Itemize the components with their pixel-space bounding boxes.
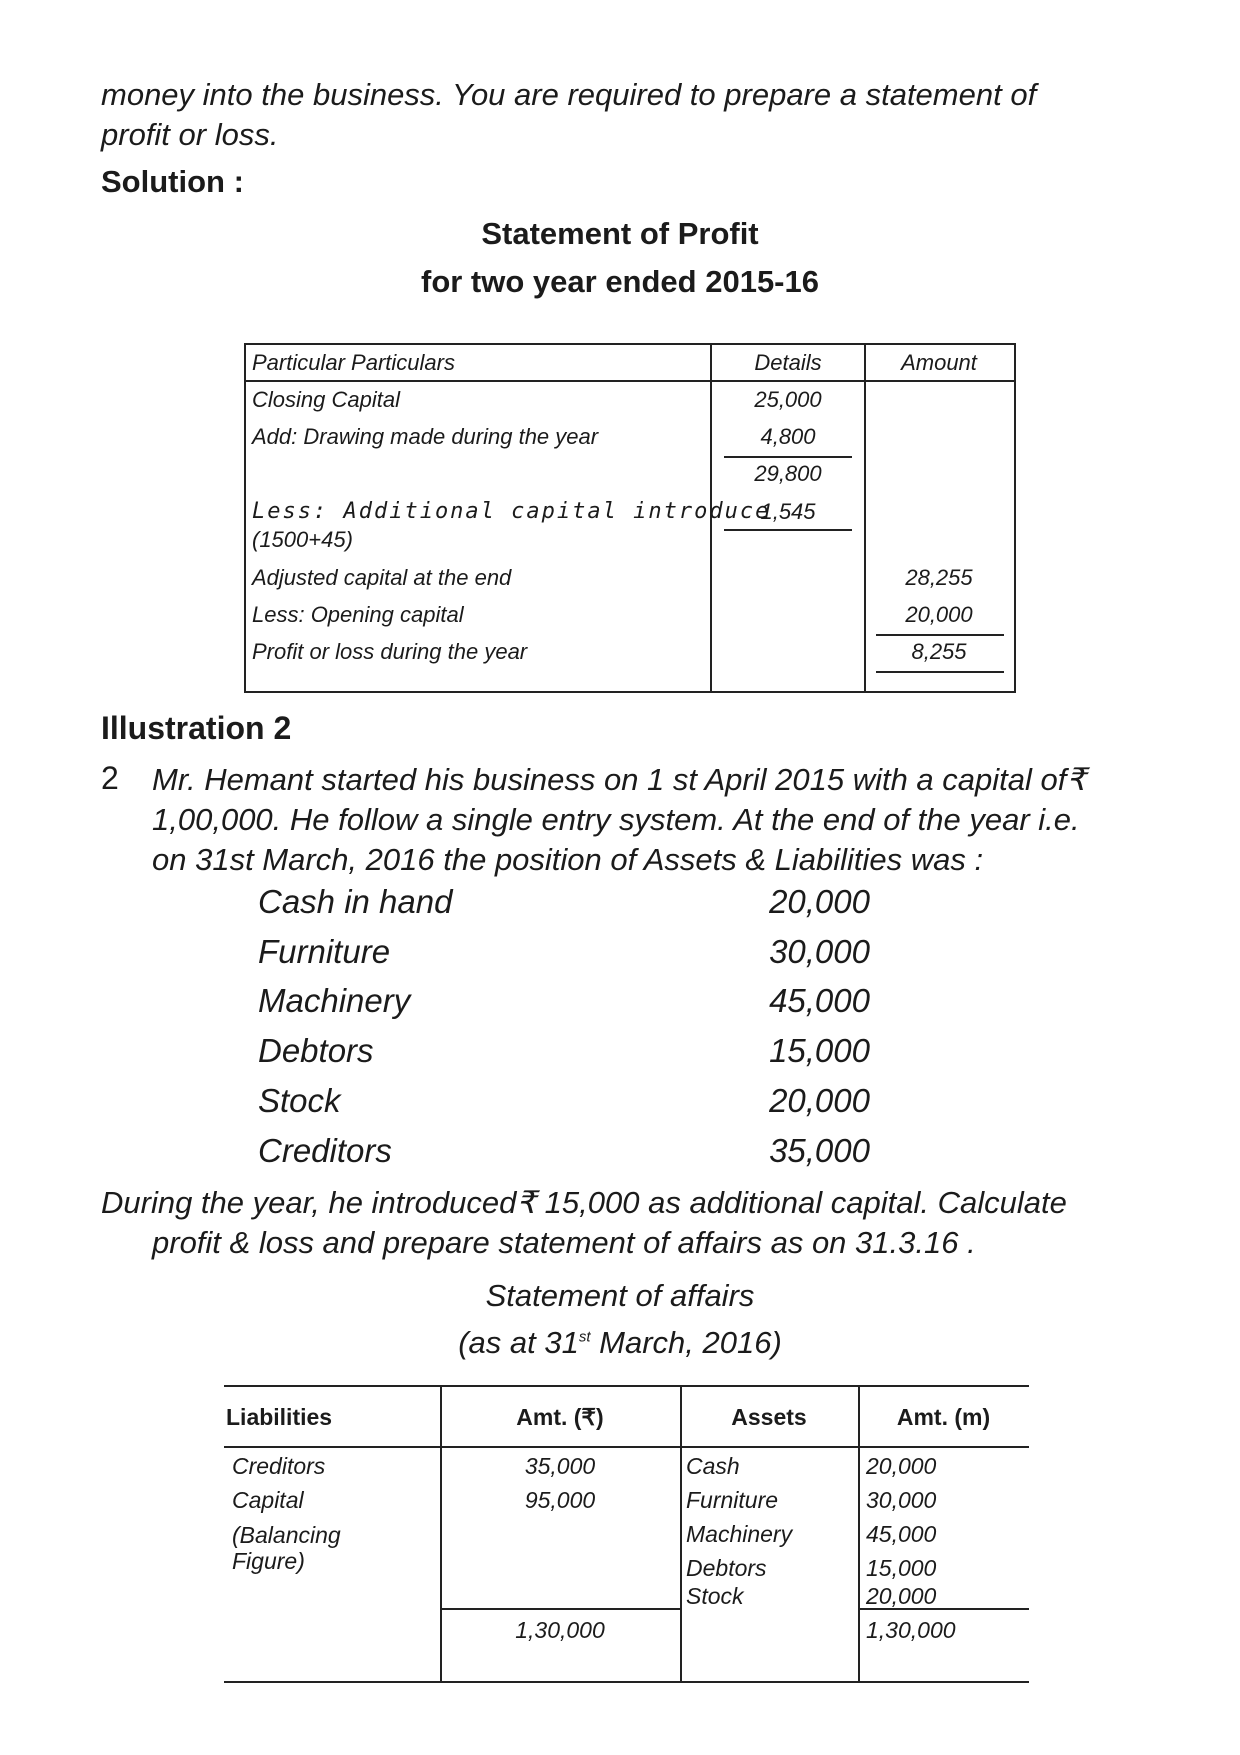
asset-name: Stock [258, 1082, 341, 1119]
additional-rule [724, 529, 852, 531]
liability-capital: Capital [232, 1487, 304, 1513]
header-rule [224, 1446, 1029, 1448]
profit-rule [876, 671, 1004, 673]
row-closing-capital: Closing Capital [252, 387, 400, 412]
asset-value: 20,000 [769, 1082, 870, 1119]
during-year-text [101, 1183, 1067, 1263]
asset-name: Cash in hand [258, 883, 453, 920]
asset-value: 20,000 [769, 883, 870, 920]
header-particulars: Particular Particulars [252, 350, 455, 375]
during-line-1: During the year, he introduced₹ 15,000 as additional capital. Calculate [101, 1185, 1067, 1220]
question-number: 2 [101, 760, 119, 796]
liabilities-total-rule [440, 1608, 680, 1610]
affairs-subtitle-month: March, 2016) [590, 1325, 782, 1360]
asset-debtors: Debtors [686, 1555, 767, 1581]
top-rule [224, 1385, 1029, 1387]
adjusted-capital-value: 28,255 [905, 565, 973, 590]
row-profit-or-loss: Profit or loss during the year [252, 639, 528, 664]
asset-name: Furniture [258, 933, 391, 970]
asset-stock: Stock [686, 1583, 744, 1609]
opening-rule [876, 634, 1004, 636]
affairs-title: Statement of affairs [485, 1278, 755, 1313]
header-amount-assets: Amt. (m) [896, 1404, 991, 1430]
asset-name: Machinery [258, 982, 411, 1019]
header-assets: Assets [731, 1404, 807, 1430]
question-text [152, 760, 1086, 880]
asset-debtors-value: 15,000 [866, 1555, 937, 1581]
liability-creditors: Creditors [232, 1453, 326, 1479]
question-line-2: 1,00,000. He follow a single entry system. At the end of the year i.e. [152, 802, 1080, 837]
header-amount: Amount [901, 350, 977, 375]
opening-capital-value: 20,000 [905, 602, 973, 627]
asset-furniture: Furniture [686, 1487, 779, 1513]
profit-or-loss-value: 8,255 [911, 639, 967, 664]
assets-total: 1,30,000 [866, 1617, 956, 1643]
subtotal-rule [724, 456, 852, 458]
bottom-rule [224, 1681, 1029, 1683]
asset-cash-value: 20,000 [866, 1453, 937, 1479]
affairs-subtitle [0, 1325, 1240, 1361]
affairs-subtitle-suffix: st [578, 1328, 591, 1346]
asset-machinery-value: 45,000 [866, 1521, 937, 1547]
balancing-figure-note-2: Figure) [232, 1548, 305, 1574]
asset-value: 30,000 [769, 933, 870, 970]
row-opening-capital: Less: Opening capital [252, 602, 464, 627]
column-divider [864, 345, 866, 691]
solution-label: Solution : [101, 164, 244, 199]
header-amount-liabilities: Amt. (₹) [516, 1404, 604, 1430]
illustration-heading: Illustration 2 [101, 710, 292, 746]
statement-title: Statement of Profit [481, 216, 759, 251]
question-line-1: Mr. Hemant started his business on 1 st April 2015 with a capital of₹ [152, 762, 1087, 797]
asset-machinery: Machinery [686, 1521, 793, 1547]
liabilities-total: 1,30,000 [515, 1617, 605, 1643]
header-details: Details [754, 350, 822, 375]
add-drawing-value: 4,800 [760, 424, 816, 449]
asset-cash: Cash [686, 1453, 740, 1479]
intro-line-2: profit or loss. [101, 117, 279, 152]
liability-creditors-value: 35,000 [524, 1453, 596, 1479]
closing-capital-value: 25,000 [754, 387, 822, 412]
asset-stock-value: 20,000 [866, 1583, 937, 1609]
liability-capital-value: 95,000 [524, 1487, 596, 1513]
row-adjusted-capital: Adjusted capital at the end [252, 565, 512, 590]
statement-subtitle: for two year ended 2015-16 [421, 264, 819, 299]
asset-name: Debtors [258, 1032, 374, 1069]
asset-value: 45,000 [769, 982, 870, 1019]
header-rule [246, 380, 1014, 382]
intro-line-1: money into the business. You are required to prepare a statement of [101, 77, 1037, 112]
row-add-drawing: Add: Drawing made during the year [252, 424, 599, 449]
during-line-2: profit & loss and prepare statement of affairs as on 31.3.16 . [152, 1225, 976, 1260]
balancing-figure-note-1: (Balancing [232, 1522, 341, 1548]
question-line-3: on 31st March, 2016 the position of Assets & Liabilities was : [152, 842, 984, 877]
profit-statement-table [244, 343, 1016, 693]
additional-capital-note: (1500+45) [252, 527, 353, 552]
intro-text [101, 75, 1036, 155]
affairs-subtitle-date: (as at 31 [458, 1325, 579, 1360]
asset-value: 35,000 [769, 1132, 870, 1169]
additional-capital-value: 1,545 [760, 499, 816, 524]
header-liabilities: Liabilities [226, 1404, 333, 1430]
asset-name: Creditors [258, 1132, 392, 1169]
row-less-additional-capital: Less: Additional capital introduce [252, 499, 771, 524]
asset-furniture-value: 30,000 [866, 1487, 937, 1513]
asset-value: 15,000 [769, 1032, 870, 1069]
subtotal-value: 29,800 [754, 461, 822, 486]
statement-of-affairs-table [224, 1385, 1029, 1685]
